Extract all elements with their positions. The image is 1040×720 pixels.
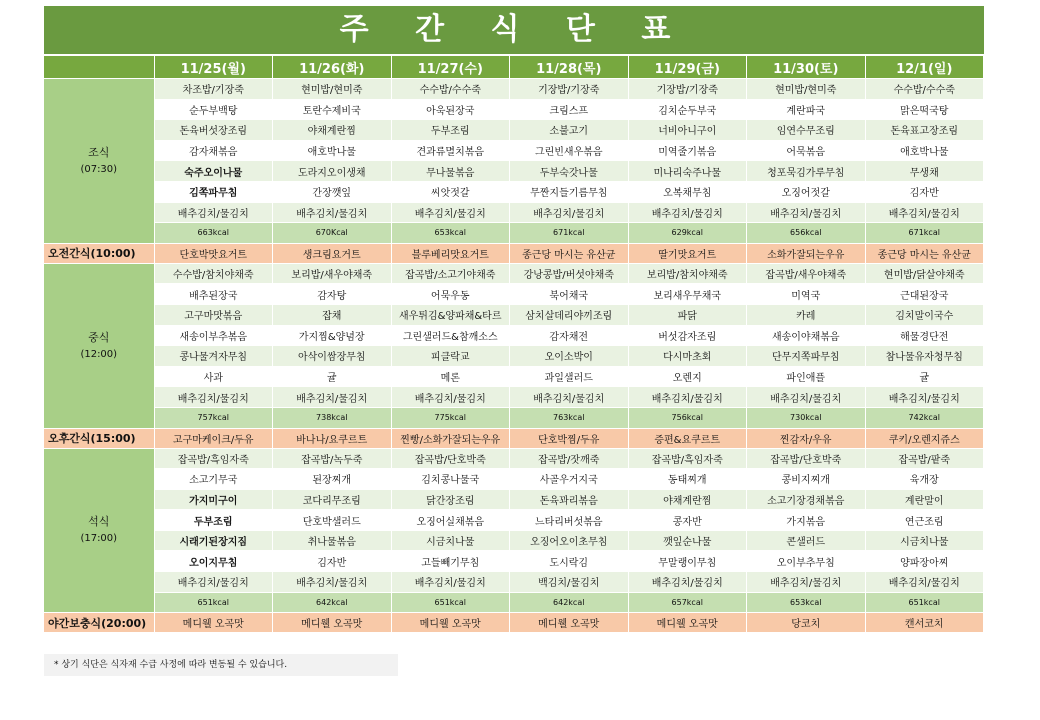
menu-item: 동태찌개 xyxy=(628,469,747,490)
menu-row xyxy=(44,181,984,202)
menu-item: 애호박나물 xyxy=(273,140,392,161)
menu-item: 오복채무침 xyxy=(628,181,747,202)
day-header: 11/25(월) xyxy=(154,56,273,79)
snack-item: 종근당 마시는 유산균 xyxy=(865,243,984,263)
menu-item: 무짠지들기름무침 xyxy=(510,181,629,202)
snack-item: 증편&요쿠르트 xyxy=(628,428,747,448)
menu-row xyxy=(44,489,984,510)
menu-item: 순두부백탕 xyxy=(154,99,273,120)
menu-item: 시래기된장지짐 xyxy=(154,530,273,551)
kcal-value: 742kcal xyxy=(865,407,984,428)
day-header: 12/1(일) xyxy=(865,56,984,79)
menu-item: 소고기장경채볶음 xyxy=(747,489,866,510)
menu-item: 아욱된장국 xyxy=(391,99,510,120)
menu-item: 파인애플 xyxy=(747,366,866,387)
menu-row xyxy=(44,120,984,141)
menu-item: 잡곡밥/잣깨죽 xyxy=(510,448,629,469)
menu-item: 배추김치/물김치 xyxy=(273,202,392,223)
menu-item: 미역국 xyxy=(747,284,866,305)
menu-item: 카레 xyxy=(747,304,866,325)
menu-item: 씨앗젓갈 xyxy=(391,181,510,202)
menu-item: 김치콩나물국 xyxy=(391,469,510,490)
menu-item: 배추김치/물김치 xyxy=(391,387,510,408)
menu-item: 배추김치/물김치 xyxy=(154,387,273,408)
menu-item: 배추김치/물김치 xyxy=(628,572,747,593)
menu-item: 오징어젓갈 xyxy=(747,181,866,202)
meal-time: (07:30) xyxy=(80,163,118,175)
kcal-value: 642kcal xyxy=(510,592,629,613)
menu-item: 닭간장조림 xyxy=(391,489,510,510)
kcal-value: 651kcal xyxy=(154,592,273,613)
menu-item: 임연수무조림 xyxy=(747,120,866,141)
menu-item: 근대된장국 xyxy=(865,284,984,305)
menu-item: 단호박샐러드 xyxy=(273,510,392,531)
menu-item: 오이소박이 xyxy=(510,346,629,367)
menu-item: 배추김치/물김치 xyxy=(273,387,392,408)
menu-item: 두부숙갓나물 xyxy=(510,161,629,182)
menu-item: 취나물볶음 xyxy=(273,530,392,551)
menu-item: 백김치/물김치 xyxy=(510,572,629,593)
menu-item: 귤 xyxy=(273,366,392,387)
menu-item: 가지미구이 xyxy=(154,489,273,510)
menu-item: 배추된장국 xyxy=(154,284,273,305)
menu-item: 피클락교 xyxy=(391,346,510,367)
menu-item: 돈육표고장조림 xyxy=(865,120,984,141)
menu-item: 간장깻잎 xyxy=(273,181,392,202)
day-header-row xyxy=(44,56,984,79)
menu-item: 청포묵김가루무침 xyxy=(747,161,866,182)
kcal-value: 651kcal xyxy=(391,592,510,613)
day-header: 11/26(화) xyxy=(273,56,392,79)
menu-item: 현미밥/닭살야채죽 xyxy=(865,263,984,284)
menu-item: 야채계란찜 xyxy=(628,489,747,510)
menu-item: 육개장 xyxy=(865,469,984,490)
menu-item: 배추김치/물김치 xyxy=(747,572,866,593)
menu-row xyxy=(44,304,984,325)
page-title: 주 간 식 단 표 xyxy=(44,6,984,54)
menu-item: 가지볶음 xyxy=(747,510,866,531)
menu-item: 미나리숙주나물 xyxy=(628,161,747,182)
meal-name: 조식 xyxy=(88,145,110,159)
menu-row xyxy=(44,99,984,120)
menu-item: 잡채 xyxy=(273,304,392,325)
day-header: 11/27(수) xyxy=(391,56,510,79)
kcal-value: 663kcal xyxy=(154,223,273,244)
meal-time: (12:00) xyxy=(80,348,118,360)
snack-item: 당코치 xyxy=(747,613,866,633)
snack-label: 오전간식(10:00) xyxy=(44,243,154,263)
snack-item: 단호박찜/두유 xyxy=(510,428,629,448)
kcal-value: 656kcal xyxy=(747,223,866,244)
day-header: 11/29(금) xyxy=(628,56,747,79)
menu-item: 배추김치/물김치 xyxy=(628,202,747,223)
menu-item: 두부조림 xyxy=(391,120,510,141)
snack-item: 메디웰 오곡맛 xyxy=(154,613,273,633)
kcal-value: 671kcal xyxy=(865,223,984,244)
snack-item: 종근당 마시는 유산균 xyxy=(510,243,629,263)
menu-item: 새송이야채볶음 xyxy=(747,325,866,346)
kcal-value: 738kcal xyxy=(273,407,392,428)
kcal-value: 657kcal xyxy=(628,592,747,613)
kcal-row xyxy=(44,592,984,613)
menu-table xyxy=(44,56,984,633)
kcal-row xyxy=(44,223,984,244)
snack-label: 야간보충식(20:00) xyxy=(44,613,154,633)
header-corner xyxy=(44,56,154,79)
kcal-value: 653kcal xyxy=(747,592,866,613)
menu-row xyxy=(44,551,984,572)
menu-item: 김자반 xyxy=(865,181,984,202)
day-header: 11/30(토) xyxy=(747,56,866,79)
menu-item: 잡곡밥/흑임자죽 xyxy=(628,448,747,469)
menu-item: 보리새우무채국 xyxy=(628,284,747,305)
menu-item: 콩비지찌개 xyxy=(747,469,866,490)
menu-item: 아삭이쌈장무침 xyxy=(273,346,392,367)
menu-row xyxy=(44,448,984,469)
snack-row xyxy=(44,613,984,633)
menu-row xyxy=(44,572,984,593)
kcal-row xyxy=(44,407,984,428)
menu-item: 애호박나물 xyxy=(865,140,984,161)
menu-item: 감자탕 xyxy=(273,284,392,305)
menu-item: 계란파국 xyxy=(747,99,866,120)
menu-item: 소불고기 xyxy=(510,120,629,141)
menu-item: 배추김치/물김치 xyxy=(865,202,984,223)
snack-item: 소화가잘되는우유 xyxy=(747,243,866,263)
menu-item: 배추김치/물김치 xyxy=(747,202,866,223)
menu-item: 메론 xyxy=(391,366,510,387)
menu-item: 오징어실채볶음 xyxy=(391,510,510,531)
menu-item: 고구마맛볶음 xyxy=(154,304,273,325)
menu-item: 두부조림 xyxy=(154,510,273,531)
menu-item: 새우튀김&양파채&타르 xyxy=(391,304,510,325)
menu-item: 귤 xyxy=(865,366,984,387)
snack-item: 메디웰 오곡맛 xyxy=(628,613,747,633)
menu-item: 배추김치/물김치 xyxy=(391,202,510,223)
menu-item: 크림스프 xyxy=(510,99,629,120)
snack-item: 찐빵/소화가잘되는우유 xyxy=(391,428,510,448)
menu-item: 현미밥/현미죽 xyxy=(273,79,392,100)
menu-item: 수수밥/수수죽 xyxy=(391,79,510,100)
menu-item: 배추김치/물김치 xyxy=(154,202,273,223)
menu-item: 배추김치/물김치 xyxy=(865,572,984,593)
snack-item: 블루베리맛요거트 xyxy=(391,243,510,263)
menu-item: 배추김치/물김치 xyxy=(865,387,984,408)
menu-item: 콩자반 xyxy=(628,510,747,531)
menu-item: 감자채전 xyxy=(510,325,629,346)
menu-item: 수수밥/참치야채죽 xyxy=(154,263,273,284)
menu-item: 계란말이 xyxy=(865,489,984,510)
menu-row xyxy=(44,530,984,551)
menu-row xyxy=(44,79,984,100)
menu-item: 연근조림 xyxy=(865,510,984,531)
menu-item: 배추김치/물김치 xyxy=(154,572,273,593)
menu-item: 야채계란찜 xyxy=(273,120,392,141)
menu-item: 잡곡밥/단호박죽 xyxy=(747,448,866,469)
menu-row xyxy=(44,346,984,367)
snack-item: 단호박맛요거트 xyxy=(154,243,273,263)
menu-row xyxy=(44,469,984,490)
menu-item: 양파장아찌 xyxy=(865,551,984,572)
menu-item: 배추김치/물김치 xyxy=(510,387,629,408)
kcal-value: 642kcal xyxy=(273,592,392,613)
menu-item: 배추김치/물김치 xyxy=(628,387,747,408)
menu-item: 오렌지 xyxy=(628,366,747,387)
kcal-value: 730kcal xyxy=(747,407,866,428)
menu-item: 북어채국 xyxy=(510,284,629,305)
menu-row xyxy=(44,263,984,284)
menu-item: 된장찌개 xyxy=(273,469,392,490)
menu-row xyxy=(44,284,984,305)
menu-item: 보리밥/참치야채죽 xyxy=(628,263,747,284)
snack-item: 바나나/요쿠르트 xyxy=(273,428,392,448)
menu-item: 견과류멸치볶음 xyxy=(391,140,510,161)
menu-item: 무생채 xyxy=(865,161,984,182)
menu-item: 파닭 xyxy=(628,304,747,325)
menu-item: 잡곡밥/녹두죽 xyxy=(273,448,392,469)
menu-item: 그린샐러드&참깨소스 xyxy=(391,325,510,346)
menu-item: 어묵우동 xyxy=(391,284,510,305)
menu-item: 보리밥/새우야채죽 xyxy=(273,263,392,284)
menu-item: 배추김치/물김치 xyxy=(273,572,392,593)
menu-item: 사골우거지국 xyxy=(510,469,629,490)
menu-item: 숙주오이나물 xyxy=(154,161,273,182)
kcal-value: 653kcal xyxy=(391,223,510,244)
kcal-value: 670Kcal xyxy=(273,223,392,244)
meal-label xyxy=(44,79,154,244)
snack-item: 찐감자/우유 xyxy=(747,428,866,448)
menu-item: 깻잎순나물 xyxy=(628,530,747,551)
snack-item: 메디웰 오곡맛 xyxy=(273,613,392,633)
menu-item: 삼치살데리야끼조림 xyxy=(510,304,629,325)
menu-item: 콩나물겨자무침 xyxy=(154,346,273,367)
menu-item: 잡곡밥/소고기야채죽 xyxy=(391,263,510,284)
menu-item: 잡곡밥/팥죽 xyxy=(865,448,984,469)
meal-label xyxy=(44,263,154,428)
menu-item: 맑은떡국탕 xyxy=(865,99,984,120)
menu-item: 시금치나물 xyxy=(865,530,984,551)
menu-item: 어묵볶음 xyxy=(747,140,866,161)
kcal-value: 756kcal xyxy=(628,407,747,428)
menu-item: 차조밥/기장죽 xyxy=(154,79,273,100)
snack-item: 메디웰 오곡맛 xyxy=(510,613,629,633)
menu-item: 소고기무국 xyxy=(154,469,273,490)
menu-item: 다시마초회 xyxy=(628,346,747,367)
kcal-value: 775kcal xyxy=(391,407,510,428)
menu-row xyxy=(44,325,984,346)
menu-item: 무나물볶음 xyxy=(391,161,510,182)
meal-name: 중식 xyxy=(88,330,110,344)
menu-item: 현미밥/현미죽 xyxy=(747,79,866,100)
menu-item: 미역줄기볶음 xyxy=(628,140,747,161)
menu-item: 그린빈새우볶음 xyxy=(510,140,629,161)
menu-item: 김쪽파무침 xyxy=(154,181,273,202)
snack-item: 고구마케이크/두유 xyxy=(154,428,273,448)
menu-item: 배추김치/물김치 xyxy=(747,387,866,408)
kcal-value: 763kcal xyxy=(510,407,629,428)
menu-row xyxy=(44,140,984,161)
menu-row xyxy=(44,387,984,408)
footnote: * 상기 식단은 식자재 수급 사정에 따라 변동될 수 있습니다. xyxy=(44,654,398,676)
menu-item: 해물경단전 xyxy=(865,325,984,346)
menu-row xyxy=(44,161,984,182)
kcal-value: 671kcal xyxy=(510,223,629,244)
menu-item: 잡곡밥/단호박죽 xyxy=(391,448,510,469)
menu-item: 버섯감자조림 xyxy=(628,325,747,346)
menu-item: 수수밥/수수죽 xyxy=(865,79,984,100)
menu-row xyxy=(44,510,984,531)
kcal-value: 629kcal xyxy=(628,223,747,244)
menu-item: 토란수제비국 xyxy=(273,99,392,120)
menu-item: 오이부추무침 xyxy=(747,551,866,572)
menu-item: 강낭콩밥/버섯야채죽 xyxy=(510,263,629,284)
menu-item: 김치순두부국 xyxy=(628,99,747,120)
menu-item: 너비아니구이 xyxy=(628,120,747,141)
snack-item: 캔서코치 xyxy=(865,613,984,633)
menu-row xyxy=(44,202,984,223)
menu-item: 새송이부추볶음 xyxy=(154,325,273,346)
day-header: 11/28(목) xyxy=(510,56,629,79)
menu-item: 도라지오이생채 xyxy=(273,161,392,182)
menu-item: 고들빼기무침 xyxy=(391,551,510,572)
menu-row xyxy=(44,366,984,387)
menu-item: 기장밥/기장죽 xyxy=(628,79,747,100)
menu-item: 돈육꽈리볶음 xyxy=(510,489,629,510)
menu-item: 단무지쪽파무침 xyxy=(747,346,866,367)
meal-label xyxy=(44,448,154,613)
menu-item: 도시락김 xyxy=(510,551,629,572)
menu-item: 배추김치/물김치 xyxy=(510,202,629,223)
meal-name: 석식 xyxy=(88,515,110,529)
menu-sheet xyxy=(44,6,984,633)
menu-item: 기장밥/기장죽 xyxy=(510,79,629,100)
menu-item: 사과 xyxy=(154,366,273,387)
snack-item: 쿠키/오렌지쥬스 xyxy=(865,428,984,448)
menu-item: 잡곡밥/흑임자죽 xyxy=(154,448,273,469)
snack-item: 생크림요거트 xyxy=(273,243,392,263)
menu-item: 콘샐러드 xyxy=(747,530,866,551)
menu-item: 오이지무침 xyxy=(154,551,273,572)
menu-item: 배추김치/물김치 xyxy=(391,572,510,593)
menu-item: 오징어오이초무침 xyxy=(510,530,629,551)
snack-item: 딸기맛요거트 xyxy=(628,243,747,263)
meal-time: (17:00) xyxy=(80,533,118,545)
menu-item: 코다리무조림 xyxy=(273,489,392,510)
kcal-value: 651kcal xyxy=(865,592,984,613)
menu-item: 과일샐러드 xyxy=(510,366,629,387)
menu-item: 김자반 xyxy=(273,551,392,572)
kcal-value: 757kcal xyxy=(154,407,273,428)
menu-item: 감자채볶음 xyxy=(154,140,273,161)
menu-item: 김치말이국수 xyxy=(865,304,984,325)
menu-item: 시금치나물 xyxy=(391,530,510,551)
menu-item: 느타리버섯볶음 xyxy=(510,510,629,531)
menu-item: 무말랭이무침 xyxy=(628,551,747,572)
snack-row xyxy=(44,243,984,263)
menu-item: 가지찜&양념장 xyxy=(273,325,392,346)
menu-item: 잡곡밥/새우야채죽 xyxy=(747,263,866,284)
snack-item: 메디웰 오곡맛 xyxy=(391,613,510,633)
menu-item: 돈육버섯장조림 xyxy=(154,120,273,141)
snack-label: 오후간식(15:00) xyxy=(44,428,154,448)
snack-row xyxy=(44,428,984,448)
menu-item: 참나물유자청무침 xyxy=(865,346,984,367)
